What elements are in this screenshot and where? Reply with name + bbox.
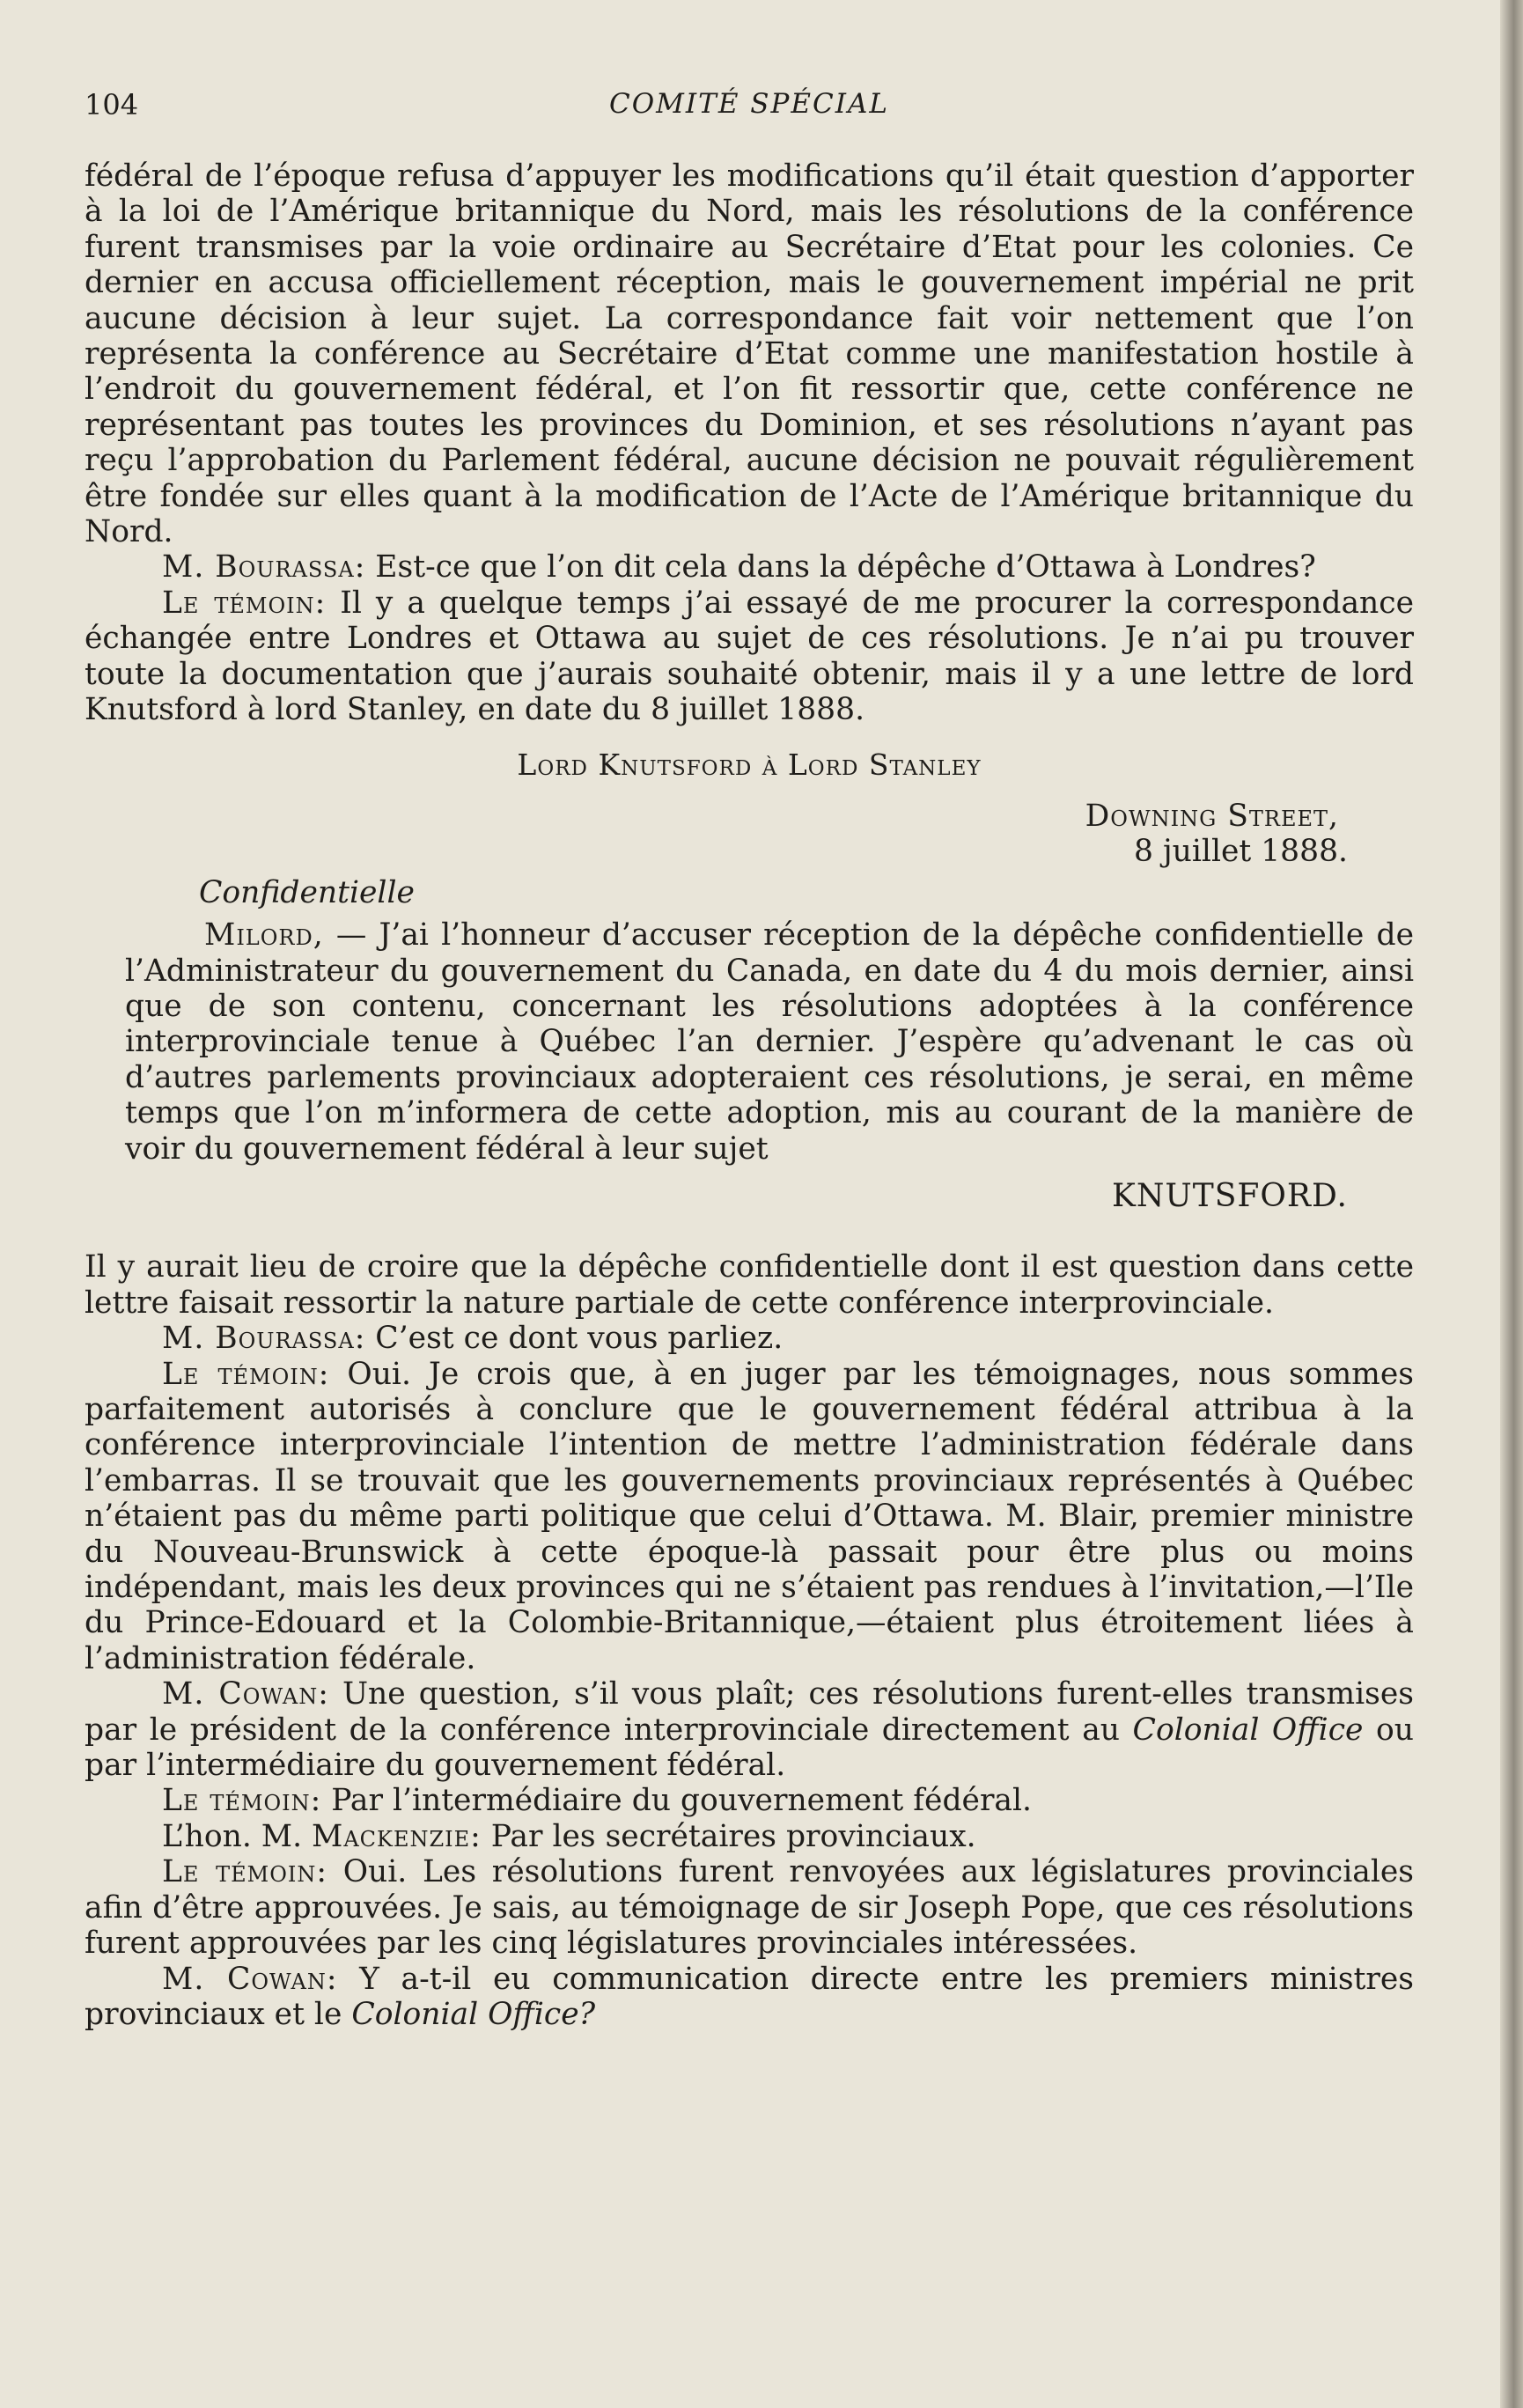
speech: Est-ce que l’on dit cela dans la dépêche d’Ottawa à Londres?	[365, 549, 1316, 585]
speech: Y a-t-il eu communication directe entre les premiers ministres provinciaux et le	[85, 1961, 1415, 2032]
speaker: Mackenzie:	[312, 1818, 482, 1854]
speech-italic: Colonial Office?	[351, 1996, 596, 2032]
speech: C’est ce dont vous parliez.	[365, 1321, 784, 1357]
letter-content: — J’ai l’honneur d’accuser réception de la dépêche confidentielle de l’Administrateur du gouvernement du Canada, en date du 4 du mois dernier, ainsi que de son contenu, concernant les résolutions adoptées à la conférence interprovinciale tenue à Québec l’an dernier. J’espère qu’advenant le cas où d’autres parlements provinciaux adopteraient ces résolutions, je serai, en même temps que l’on m’informera de cette adoption, mis au courant de la manière de voir du gouvernement fédéral à leur sujet	[125, 917, 1414, 1167]
answer-temoin-1	[85, 585, 1414, 728]
answer-temoin-4	[85, 1854, 1414, 1961]
page-number: 104	[85, 88, 139, 122]
speech: Oui. Les résolutions furent renvoyées aux législatures provinciales afin d’être approuvées. Je sais, au témoignage de sir Joseph Pope, que ces résolutions furent approuvées par les cinq législatures provinciales intéressées.	[85, 1854, 1415, 1962]
speech: Il y a quelque temps j’ai essayé de me procurer la correspondance échangée entre Londres et Ottawa au sujet de ces résolutions. Je n’ai pu trouver toute la documentation que j’aurais souhaité obtenir, mais il y a une lettre de lord Knutsford à lord Stanley, en date du 8 juillet 1888.	[85, 585, 1415, 728]
question-cowan-1	[85, 1676, 1414, 1783]
speech: Par les secrétaires provinciaux.	[481, 1818, 976, 1854]
question-bourassa-2	[85, 1321, 1414, 1356]
remark-mackenzie	[85, 1819, 1414, 1854]
paragraph-continuation: fédéral de l’époque refusa d’appuyer les modifications qu’il était question d’apporter à la loi de l’Amérique britannique du Nord, mais les résolutions de la conférence furent transmises par la voie ordinaire au Secrétaire d’Etat pour les colonies. Ce dernier en accusa officiellement réception, mais le gouvernement impérial ne prit aucune décision à leur sujet. La correspondance fait voir nettement que l’on représenta la conférence au Secrétaire d’Etat comme une manifestation hostile à l’endroit du gouvernement fédéral, et l’on fit ressortir que, cette conférence ne représentant pas toutes les provinces du Dominion, et ses résolutions n’ayant pas reçu l’approbation du Parlement fédéral, aucune décision ne pouvait régulièrement être fondée sur elles quant à la modification de l’Acte de l’Amérique britannique du Nord.	[85, 158, 1414, 550]
question-bourassa-1	[85, 549, 1414, 585]
question-cowan-2	[85, 1962, 1414, 2033]
speaker-prefix: L’hon. M.	[162, 1818, 313, 1854]
speech: Oui. Je crois que, à en juger par les témoignages, nous sommes parfaitement autorisés à conclure que le gouvernement fédéral attribua à la conférence interprovinciale l’intention de mettre l’administration fédérale dans l’embarras. Il se trouvait que les gouvernements provinciaux représentés à Québec n’étaient pas du même parti politique que celui d’Ottawa. M. Blair, premier ministre du Nouveau-Brunswick à cette époque-là passait pour être plus ou moins indépendant, mais les deux provinces qui ne s’étaient pas rendues à l’invitation,—l’Ile du Prince-Edouard et la Colombie-Britannique,—étaient plus étroitement liées à l’administration fédérale.	[85, 1356, 1414, 1676]
salutation: Milord,	[204, 917, 324, 954]
speech: ou par l’intermédiaire du gouvernement fédéral.	[85, 1712, 1414, 1784]
speaker: Le témoin:	[162, 1783, 322, 1819]
page-edge	[1500, 0, 1523, 2408]
letter-body	[85, 917, 1414, 1167]
speaker: M. Cowan:	[162, 1676, 329, 1712]
speech: Une question, s’il vous plaît; ces résolutions furent-elles transmises par le président de la conférence interprovinciale directement au	[85, 1676, 1415, 1748]
answer-temoin-3	[85, 1783, 1414, 1818]
answer-temoin-2	[85, 1357, 1414, 1677]
speaker: Le témoin:	[162, 1854, 328, 1890]
running-title: COMITÉ SPÉCIAL	[609, 88, 889, 120]
speech: Par l’intermédiaire du gouvernement fédéral.	[321, 1783, 1033, 1819]
letter-text	[125, 917, 1414, 1167]
speaker: M. Bourassa:	[162, 1321, 366, 1357]
body-text	[85, 158, 1414, 2032]
paragraph-after-letter: Il y aurait lieu de croire que la dépêche confidentielle dont il est question dans cette lettre faisait ressortir la nature partiale de cette conférence interprovinciale.	[85, 1249, 1414, 1321]
letter-confidential-label: Confidentielle	[199, 874, 415, 910]
speaker: Le témoin:	[162, 585, 327, 621]
speech-italic: Colonial Office	[1132, 1712, 1364, 1748]
letter-signature: KNUTSFORD.	[1111, 1177, 1348, 1214]
letter-heading: Lord Knutsford à Lord Stanley	[517, 747, 982, 782]
speaker: Le témoin:	[162, 1356, 330, 1392]
running-head	[85, 88, 1414, 141]
speaker: M. Bourassa:	[162, 549, 366, 585]
letter-date: 8 juillet 1888.	[1134, 834, 1348, 870]
letter-address: Downing Street,	[1085, 798, 1339, 834]
speaker: M. Cowan:	[162, 1961, 338, 1997]
